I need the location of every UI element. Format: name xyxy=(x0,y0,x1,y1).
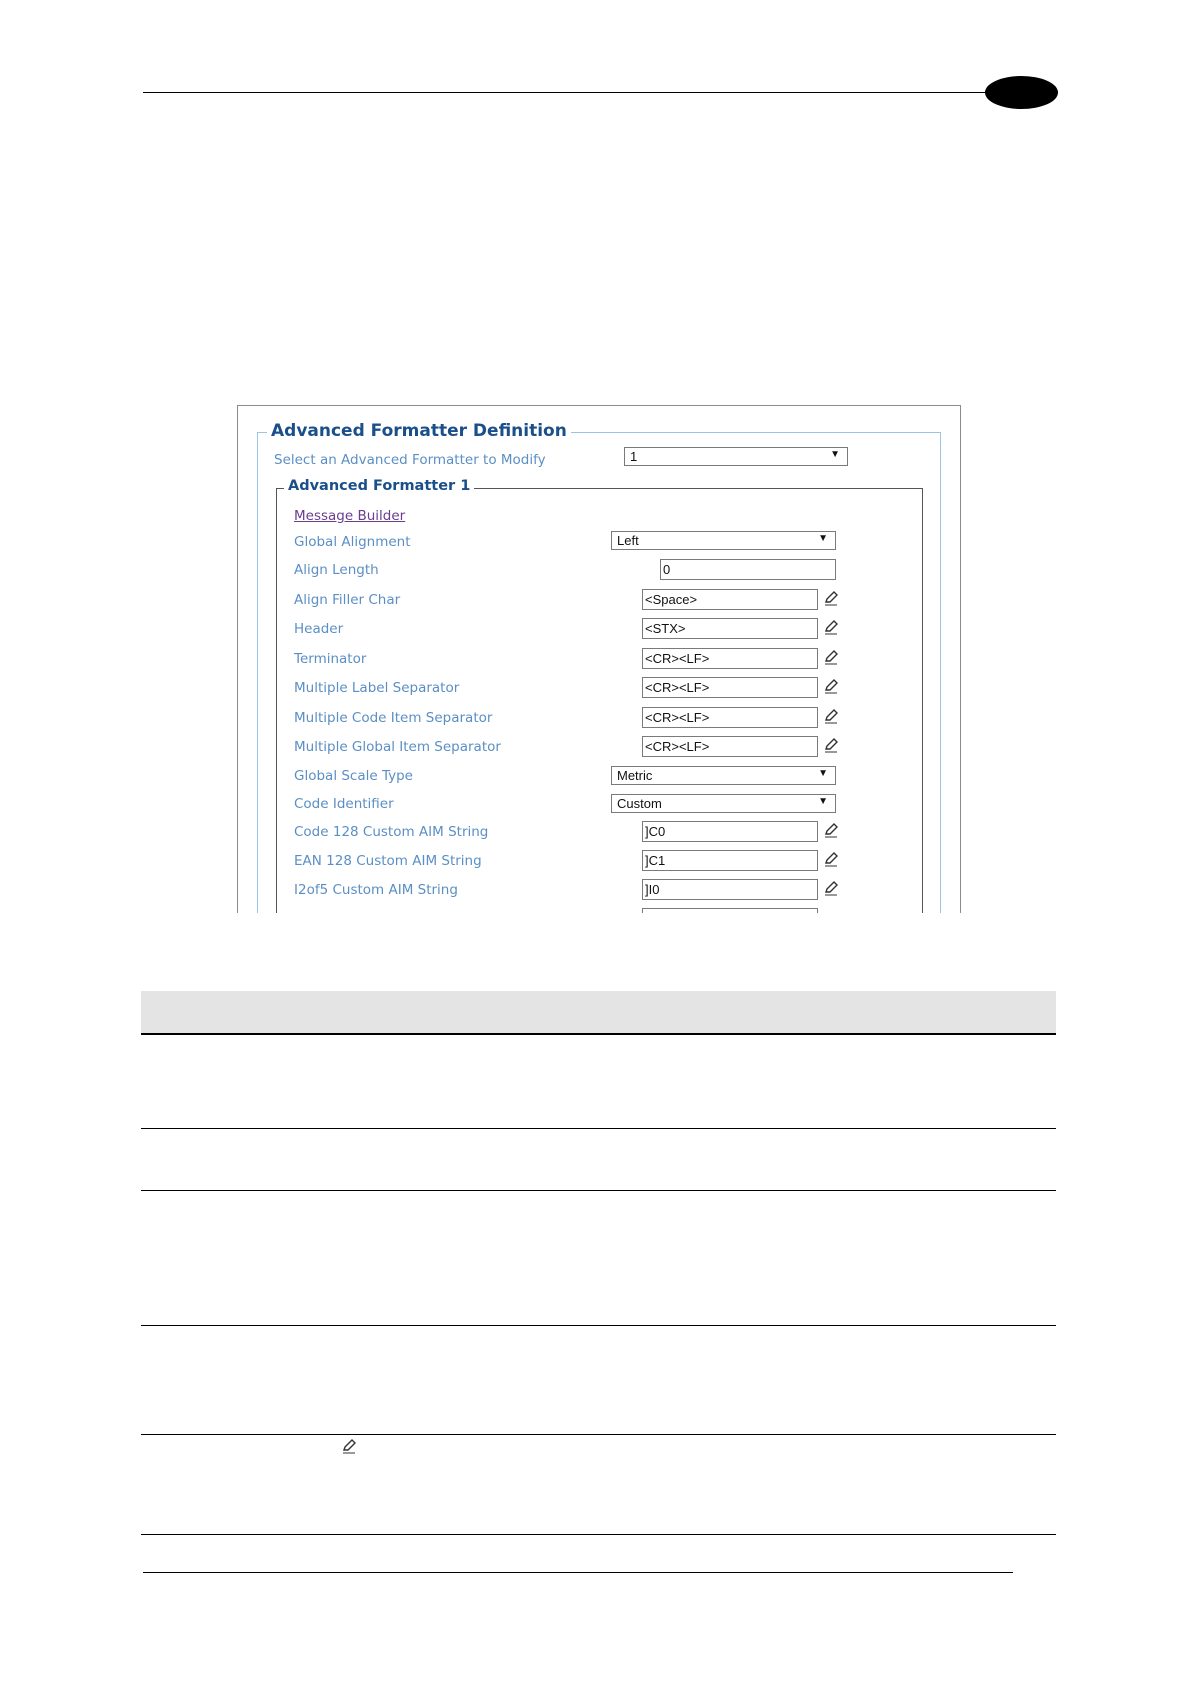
section-title: Advanced Formatter 1 xyxy=(284,478,474,494)
code-identifier-label: Code Identifier xyxy=(294,796,394,812)
pencil-icon[interactable] xyxy=(823,678,839,694)
align-length-label: Align Length xyxy=(294,562,379,578)
pencil-icon[interactable] xyxy=(823,851,839,867)
table-header xyxy=(141,991,1056,1033)
pencil-icon[interactable] xyxy=(823,880,839,896)
global-scale-type-dropdown[interactable] xyxy=(611,766,836,785)
dropdown-arrow-icon: ▼ xyxy=(830,449,840,460)
align-filler-char-label: Align Filler Char xyxy=(294,592,401,608)
fieldset-title: Advanced Formatter Definition xyxy=(267,421,571,441)
message-builder-link[interactable]: Message Builder xyxy=(294,508,406,524)
align-length-input[interactable]: 0 xyxy=(660,559,836,580)
select-formatter-value: 1 xyxy=(630,449,638,464)
multiple-code-item-separator-input[interactable]: <CR><LF> xyxy=(642,707,818,728)
pencil-icon[interactable] xyxy=(823,619,839,635)
pencil-icon[interactable] xyxy=(823,649,839,665)
pencil-icon[interactable] xyxy=(823,590,839,606)
header-label: Header xyxy=(294,621,344,637)
header-rule xyxy=(143,92,993,93)
global-alignment-dropdown[interactable] xyxy=(611,531,836,550)
table-rule xyxy=(141,1534,1056,1535)
advanced-formatter-screenshot xyxy=(237,405,961,913)
i2of5-aim-label: I2of5 Custom AIM String xyxy=(294,882,458,898)
pencil-icon[interactable] xyxy=(823,737,839,753)
advanced-formatter-1-fieldset xyxy=(276,488,923,913)
footer-rule xyxy=(143,1572,1013,1573)
table-rule xyxy=(141,1128,1056,1129)
terminator-label: Terminator xyxy=(294,651,367,667)
header-input[interactable]: <STX> xyxy=(642,618,818,639)
ean128-aim-input[interactable]: ]C1 xyxy=(642,850,818,871)
page-tab-oval xyxy=(985,76,1058,109)
multiple-global-item-separator-input[interactable]: <CR><LF> xyxy=(642,736,818,757)
global-alignment-value: Left xyxy=(617,533,639,548)
global-alignment-label: Global Alignment xyxy=(294,534,411,550)
next-field-input-partial[interactable] xyxy=(642,908,818,913)
code-identifier-value: Custom xyxy=(617,796,662,811)
code-identifier-dropdown[interactable] xyxy=(611,794,836,813)
table-rule xyxy=(141,1033,1056,1035)
code128-aim-input[interactable]: ]C0 xyxy=(642,821,818,842)
dropdown-arrow-icon: ▼ xyxy=(818,796,828,807)
align-filler-char-input[interactable]: <Space> xyxy=(642,589,818,610)
terminator-input[interactable]: <CR><LF> xyxy=(642,648,818,669)
global-scale-type-label: Global Scale Type xyxy=(294,768,413,784)
pencil-icon[interactable] xyxy=(823,708,839,724)
multiple-code-item-separator-label: Multiple Code Item Separator xyxy=(294,710,493,726)
ean128-aim-label: EAN 128 Custom AIM String xyxy=(294,853,482,869)
table-rule xyxy=(141,1325,1056,1326)
pencil-icon[interactable] xyxy=(823,822,839,838)
code128-aim-label: Code 128 Custom AIM String xyxy=(294,824,489,840)
table-rule xyxy=(141,1434,1056,1435)
select-formatter-label: Select an Advanced Formatter to Modify xyxy=(274,452,546,468)
i2of5-aim-input[interactable]: ]I0 xyxy=(642,879,818,900)
dropdown-arrow-icon: ▼ xyxy=(818,533,828,544)
table-rule xyxy=(141,1190,1056,1191)
pencil-icon xyxy=(341,1438,357,1454)
select-formatter-dropdown[interactable] xyxy=(624,447,848,466)
multiple-label-separator-label: Multiple Label Separator xyxy=(294,680,460,696)
global-scale-type-value: Metric xyxy=(617,768,653,783)
multiple-label-separator-input[interactable]: <CR><LF> xyxy=(642,677,818,698)
multiple-global-item-separator-label: Multiple Global Item Separator xyxy=(294,739,501,755)
dropdown-arrow-icon: ▼ xyxy=(818,768,828,779)
